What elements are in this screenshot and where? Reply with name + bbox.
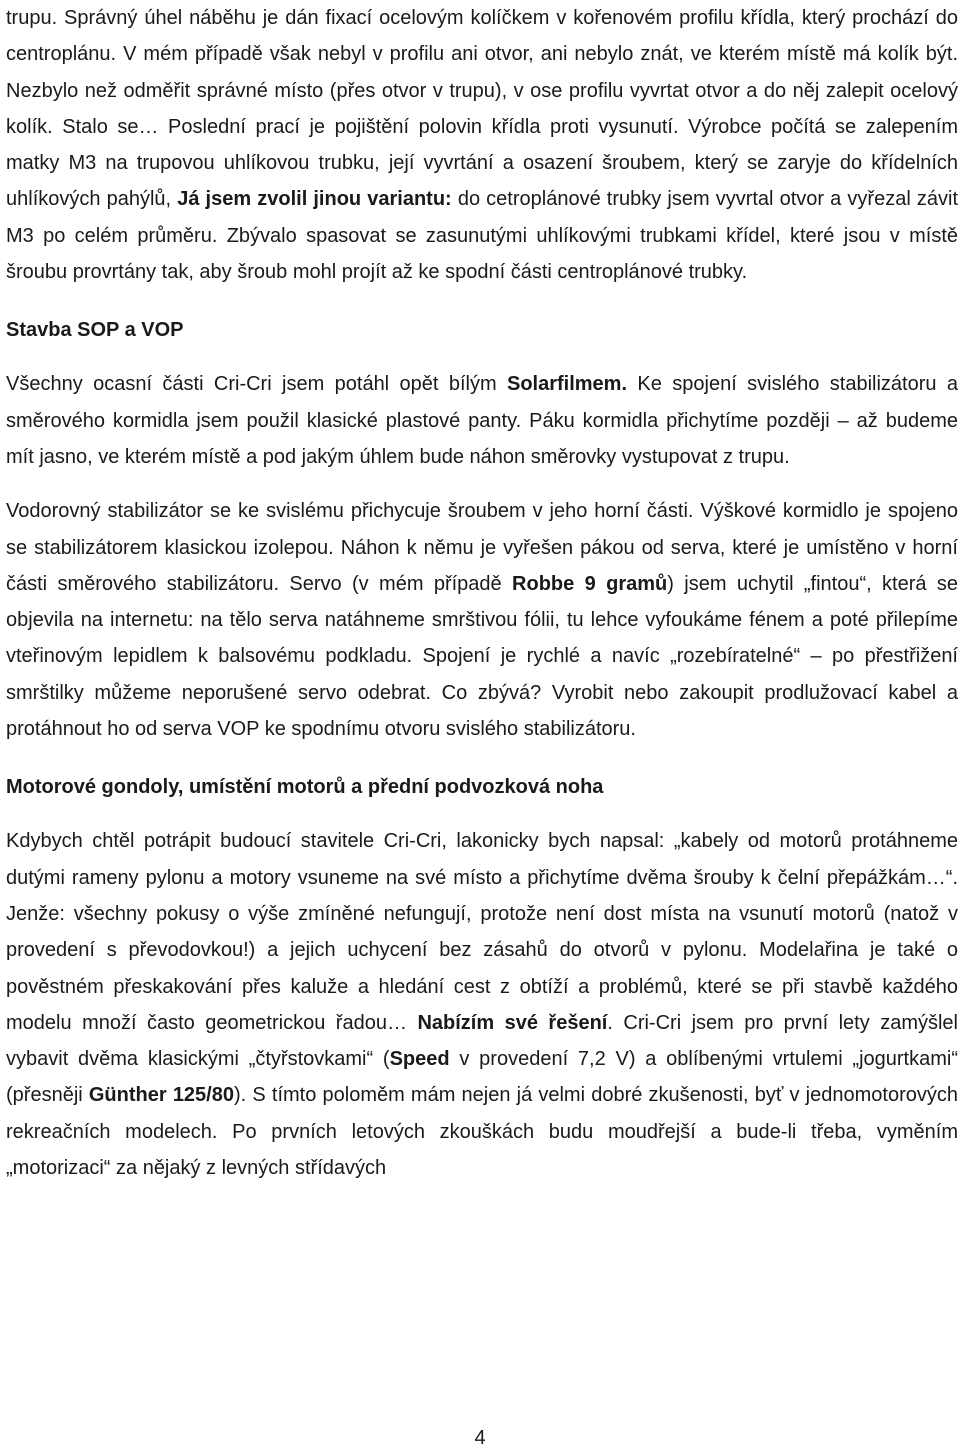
paragraph-motor-solution	[6, 823, 958, 1186]
text-segment: Kdybych chtěl potrápit budoucí stavitele Cri-Cri, lakonicky bych napsal: „kabely od motorů protáhneme dutými rameny pylonu a motory vsuneme na své místo a přichytíme dvěma šrouby k čelní přepážkám…“. Jenže: všechny pokusy o výše zmíněné nefungují, protože není dost místa na vsunutí motorů (natož v provedení s převodovkou!) a jejich uchycení bez zásahů do otvorů v pylonu. Modelařina je také o pověstném přeskakování přes kaluže a hledání cest z obtíží a problémů, které se při stavbě každého modelu množí často geometrickou řadou…	[6, 830, 958, 1034]
paragraph-tail-covering	[6, 366, 958, 475]
bold-text: Solarfilmem.	[506, 373, 628, 396]
document-page	[6, 0, 958, 1186]
bold-text: Günther 125/80	[88, 1084, 234, 1107]
section-heading-sop-vop: Stavba SOP a VOP	[6, 319, 184, 342]
bold-text: Speed	[389, 1048, 450, 1071]
bold-text: Robbe 9 gramů	[512, 572, 668, 595]
text-segment: . Cri-Cri jsem pro první lety zamýšlel vybavit dvěma klasickými „čtyřstovkami“ (	[6, 1011, 959, 1071]
text-segment: do cetroplánové trubky jsem vyvrtal otvor a vyřezal závit M3 po celém průměru. Zbývalo spasovat se zasunutými uhlíkovými trubkami křídel, které jsou v místě šroubu provrtány tak, aby šroub mohl projít až ke spodní části centroplánové trubky.	[6, 188, 958, 284]
paragraph-horizontal-stabilizer	[6, 493, 958, 747]
text-segment: v provedení 7,2 V) a oblíbenými vrtulemi „jogurtkami“ (přesněji	[6, 1048, 959, 1107]
text-segment: Ke spojení svislého stabilizátoru a směrového kormidla jsem použil klasické plastové panty. Páku kormidla přichytíme později – až budeme mít jasno, ve kterém místě a pod jakým úhlem bude náhon směrovky vystupovat z trupu.	[6, 373, 958, 468]
paragraph-wing-fixing	[6, 0, 958, 290]
section-heading-motor-gondolas: Motorové gondoly, umístění motorů a přední podvozková noha	[6, 776, 604, 799]
text-segment: Vodorovný stabilizátor se ke svislému přichycuje šroubem v jeho horní části. Výškové kormidlo je spojeno se stabilizátorem klasickou izolepou. Náhon k němu je vyřešen pákou od serva, které je umístěno v horní části směrového stabilizátoru. Servo (v mém případě	[6, 500, 958, 595]
text-segment: Všechny ocasní části Cri-Cri jsem potáhl opět bílým	[6, 373, 507, 396]
text-segment: ) jsem uchytil „fintou“, která se objevila na internetu: na tělo serva natáhneme smrštivou fólii, tu lehce vyfoukáme fénem a poté přilepíme vteřinovým lepidlem k balsovému podkladu. Spojení je rychlé a navíc „rozebíratelné“ – po přestřižení smrštilky můžeme neporušené servo odebrat. Co zbývá? Vyrobit nebo zakoupit prodlužovací kabel a protáhnout ho od serva VOP ke spodnímu otvoru svislého stabilizátoru.	[6, 572, 959, 741]
text-segment: ). S tímto poloměm mám nejen já velmi dobré zkušenosti, byť v jednomotorových rekreačních modelech. Po prvních letových zkouškách budu moudřejší a bude-li třeba, vyměním „motorizaci“ za nějaký z levných střídavých	[6, 1084, 958, 1180]
bold-text: Nabízím své řešení	[417, 1011, 608, 1034]
bold-text: Já jsem zvolil jinou variantu:	[177, 188, 452, 211]
page-number: 4	[474, 1427, 486, 1449]
text-segment: trupu. Správný úhel náběhu je dán fixací ocelovým kolíčkem v kořenovém profilu křídla, který prochází do centroplánu. V mém případě však nebyl v profilu ani otvor, ani nebylo znát, ve kterém místě má kolík být. Nezbylo než odměřit správné místo (přes otvor v trupu), v ose profilu vyvrtat otvor a do něj zalepit ocelový kolík. Stalo se… Poslední prací je pojištění polovin křídla proti vysunutí. Výrobce počítá se zalepením matky M3 na trupovou uhlíkovou trubku, její vyvrtání a osazení šroubem, který se zaryje do křídelních uhlíkových pahýlů,	[6, 7, 958, 211]
